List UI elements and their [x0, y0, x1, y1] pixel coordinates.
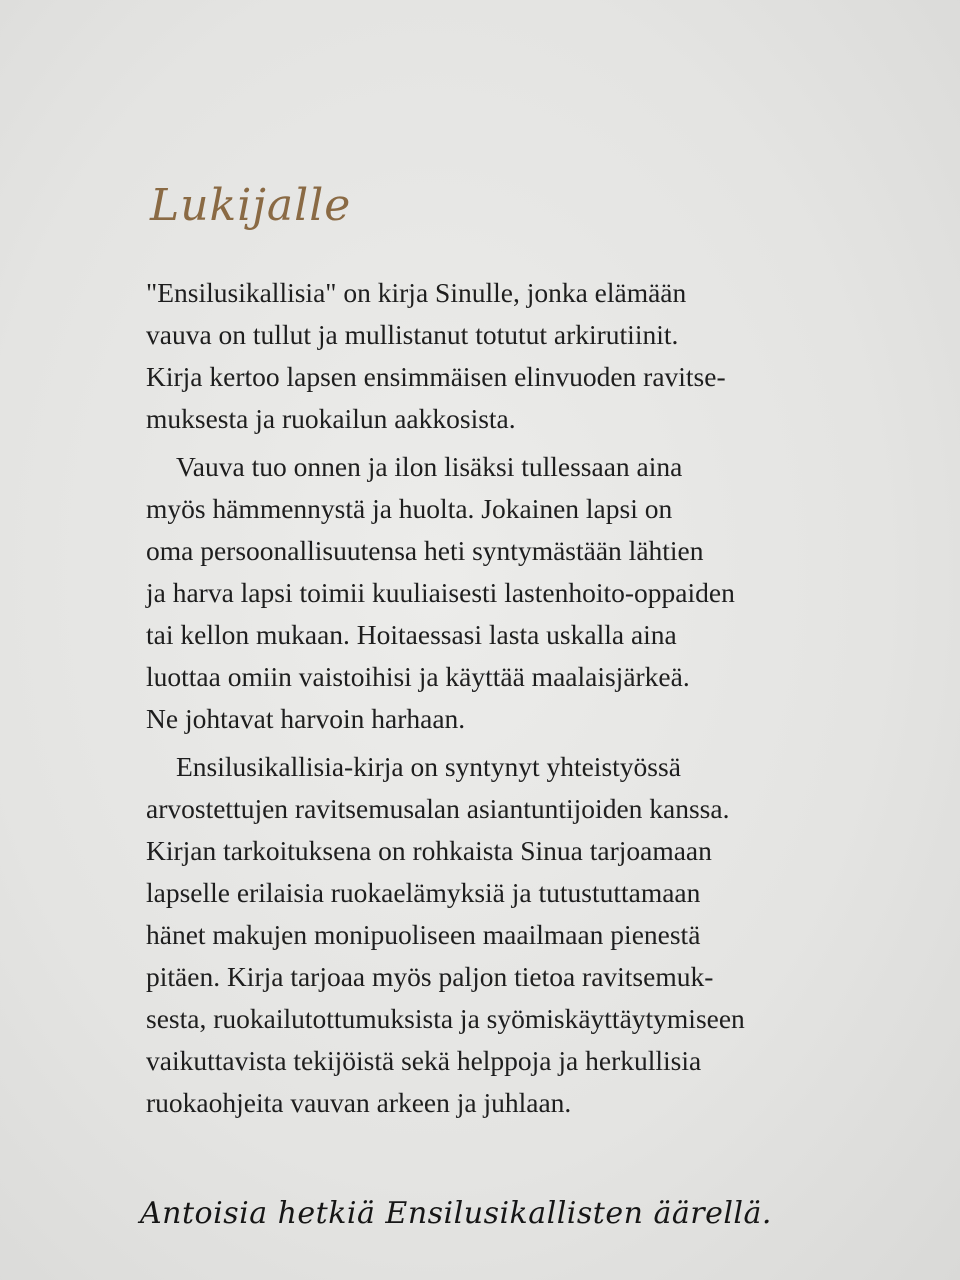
text-line: hänet makujen monipuoliseen maailmaan pienestä	[146, 919, 701, 950]
closing-line: Antoisia hetkiä Ensilusikallisten äärellä.	[140, 1196, 772, 1231]
paragraph-3	[146, 746, 766, 1124]
text-line: luottaa omiin vaistoihisi ja käyttää maalaisjärkeä.	[146, 661, 690, 692]
text-line: "Ensilusikallisia" on kirja Sinulle, jonka elämään	[146, 277, 687, 308]
body-text	[146, 272, 766, 1124]
text-line: Kirja kertoo lapsen ensimmäisen elinvuoden ravitse-	[146, 361, 726, 392]
paragraph-1	[146, 272, 766, 440]
text-line: ruokaohjeita vauvan arkeen ja juhlaan.	[146, 1087, 572, 1118]
text-line: ja harva lapsi toimii kuuliaisesti lastenhoito-oppaiden	[146, 577, 735, 608]
text-line: muksesta ja ruokailun aakkosista.	[146, 403, 516, 434]
text-line: lapselle erilaisia ruokaelämyksiä ja tutustuttamaan	[146, 877, 701, 908]
text-line: Kirjan tarkoituksena on rohkaista Sinua tarjoamaan	[146, 835, 712, 866]
text-line: Ne johtavat harvoin harhaan.	[146, 703, 466, 734]
text-line: Ensilusikallisia-kirja on syntynyt yhteistyössä	[176, 751, 681, 782]
text-line: tai kellon mukaan. Hoitaessasi lasta uskalla aina	[146, 619, 677, 650]
text-line: myös hämmennystä ja huolta. Jokainen lapsi on	[146, 493, 673, 524]
text-line: vaikuttavista tekijöistä sekä helppoja ja herkullisia	[146, 1045, 702, 1076]
text-line: sesta, ruokailutottumuksista ja syömiskäyttäytymiseen	[146, 1003, 745, 1034]
text-line: arvostettujen ravitsemusalan asiantuntijoiden kanssa.	[146, 793, 730, 824]
paragraph-2	[146, 446, 766, 740]
text-line: oma persoonallisuutensa heti syntymästään lähtien	[146, 535, 704, 566]
text-line: Vauva tuo onnen ja ilon lisäksi tullessaan aina	[176, 451, 683, 482]
text-line: vauva on tullut ja mullistanut totutut arkirutiinit.	[146, 319, 679, 350]
page-title: Lukijalle	[150, 180, 352, 231]
text-line: pitäen. Kirja tarjoaa myös paljon tietoa ravitsemuk-	[146, 961, 714, 992]
